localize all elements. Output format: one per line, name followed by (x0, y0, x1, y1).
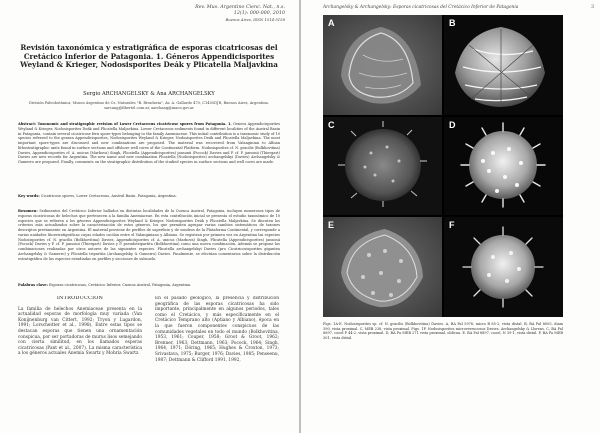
abstract-heading: Taxonomic and stratigraphic revision of Lower Cretaceous cicatricose spores from Patagonia. 1. (37, 122, 232, 126)
abstract-label: Abstract: (18, 122, 37, 126)
abstract-text: Genera Appendicisporites Weyland & Krieger, Nodosisporites Deák and Plicatella Maljavkina. Lower Cretaceous sediments found in different localities of the Austral Basin in Patagonia, contain several cicatricose fern spore-types belonging to the family Anemiaceae. This initial contribution is a taxonomic study of 10 species referred to the genera Appendicisporites, Nodosisporites Weyland & Krieger, Nodosisporites Deák and Plicatella Maljavkina. The most important spore-types are discussed and new combinations are proposed. The material was recovered from Valanginian to Albian lithostratigraphic units found in surface sections and offshore well cores of the Continental Platform. Nodosisporites cf. N. gracilis (Bolkhovitina) Davies, Appendicisporites cf. A. unicus (Markova) Singh, Plicatella (Appendicisporites) jansonii (Pocock) Davies and P. cf. P. jansonii (Thiergart) Davies are new records for Argentina. The new name and new combination Plicatella (Nodosisporites) archangelskyi (Davies) Archangelsky & Gamerro are proposed. Finally, comments on the stratigraphic distribution of the studied species in surface sections and well cores are made. (18, 122, 280, 164)
journal-volume: 12(1): 000-000, 2010 (233, 11, 285, 17)
keywords-block (18, 194, 280, 199)
plate-letter-f: F (449, 220, 455, 230)
palabras-clave-block (18, 283, 280, 288)
left-page (0, 0, 299, 433)
resumen-text: Sedimentos del Cretácico Inferior hallados en distintas localidades de la Cuenca Austral, Patagonia, incluyen numerosos tipos de esporas cicatricosas de helechos que pertenecen a la familia Anemiaceae. En esta contribución inicial se presenta el estudio taxonómico de 10 especies que se refieren a los géneros Appendicisporites Weyland & Krieger, Nodosisporites Deák y Plicatella Maljavkina. Se discuten los criterios más actualizados sobre la caracterización de estos géneros, los que permiten agrupar varias cambios sistemáticos de taxones descriptos previamente en Argentina. El material proviene de perfiles de superficie y de sondeos de la Plataforma Continental, y corresponde a varias unidades litoestratigráficas cuyas edades oscilan entre el Valanginiano y Albiano. Se registran por primera vez en Argentina las especies Nodosisporites cf. N. gracilis (Bolkhovitina) Davies, Appendicisporites cf. A. unicus (Markova) Singh, Plicatella (Appendicisporites) jansonii (Pocock) Davies y P. cf. P. jansonii (Thiergart) Davies y P. pseudotripartita (Bolkhovitina) como una nueva combinación. Además se propone las combinaciones realizadas por otros autores de las siguientes especies. Plicatella archangelskyi Davies (pro Cicatricosisporites gigantea Archangelsky & Gamerro) y Plicatella tripartita (Archangelsky & Gamerro) Davies. Finalmente, se efectúan comentarios sobre la distribución estratigráfica de las especies estudiadas en perfiles y secciones de subsuelo. (18, 209, 280, 261)
article-authors: Sergio ARCHANGELSKY & Ana ARCHANGELSKY (83, 91, 215, 97)
body-column-right (155, 296, 279, 430)
introduction-heading: INTRODUCCIÓN (56, 296, 104, 301)
journal-issn: Buenos Aires, ISSN 1514-5158 (225, 17, 285, 23)
plate-letter-a: A (328, 18, 335, 28)
sem-micrograph-plate (323, 15, 563, 317)
journal-name: Rev. Mus. Argentino Cienc. Nat., n.s. (195, 5, 285, 10)
journal-header (165, 5, 285, 23)
running-head: Archangelsky & Archangelsky: Esporas cicatricosas del Cretácico Inferior de Patagonia (323, 5, 519, 10)
body-continued-text: En el pasado geológico, la presencia y distribución geográfica de las esporas cicatricosas ha sido importante, principalmente en algunos periodos, tales como el Cretácico, y más específicamente en el Cretácico Temprano alto (Aptiano y Albiano), época en la que fueron componentes conspicuos de las comunidades vegetales en todo el mundo (Bolkhovitina, 1953, 1961; Couper, 1958; Groot & Groot, 1962; Brenner, 1963; Dettmann, 1963; Pocock, 1964; Singh, 1964, 1971; Döring, 1965; Hughes & Croxton, 1973; Srivastava, 1975; Burger, 1976; Davies, 1985; Penseenu, 1987; Dettmann & Clifford 1991, 1992, (155, 296, 279, 363)
plate-letter-d: D (449, 120, 456, 130)
author-affiliation: División Paleobotánica, Museo Argentino de Cs. Naturales "B. Rivadavia", Av. A. Gallardo 470, C1405DJR, Buenos Aires, Argentina. sarcang@fibertel.com.ar, aarchang@macn.gov.ar (29, 101, 269, 110)
keywords-text: Cicatricose spores, Lower Cretaceous, Austral Basin, Patagonia, Argentina. (40, 194, 177, 198)
body-column-left (18, 296, 142, 430)
resumen-label: Resumen: (18, 209, 38, 213)
keywords-label: Key words: (18, 194, 40, 198)
abstract-block (18, 122, 280, 190)
resumen-block (18, 209, 280, 280)
page-number: 3 (591, 5, 594, 10)
plate-letter-c: C (328, 120, 335, 130)
palabras-label: Palabras clave: (18, 283, 48, 287)
figure-plate (323, 15, 563, 317)
introduction-text: La familia de helechos Anemiaceae presenta en la actualidad esporas de morfología muy variada (Van Konijnenburg van Cittert, 1992; Tryon y Lugardon, 1991; Lorscheitter et al., 1998). Entre estas tipos se destacan esporas que tienen una ornamentación conspicua, por ser portadoras de murus lisos semejando con cierta similitud, en los llamados esporas cicatricosas (Pant et al., 2007). La misma característica a los géneros actuales Anemia Swartz y Mohria Swartz. (18, 306, 142, 357)
plate-letter-b: B (449, 18, 456, 28)
right-page (301, 0, 600, 433)
article-title: Revisión taxonómica y estratigráfica de esporas cicatricosas del Cretácico Inferior de Patagonia. 1. Géneros Appendicisporites Weyland & Krieger, Nodosisporites Deák y Plicatella Maljavkina (20, 43, 278, 70)
figure-caption: Figs. 1A-E. Nodosisporites sp. cf. N. gracilis (Bolkhovitina) Davies. A, BA Pal 5976, micro B 85-2, vista distal. B, BA Pal 8005, diam 390, vista proximal. C, MEB 238, vista proximal. Figs. 1F. Nodosisporites microverrucosus Davies. Archangelsky & Llorens. C, BA Pal 8897, cooel P 44-2, vista proximal. D, BA Pa MEB 271 vista proximal, oblicua. E, BA Pal 8897, cooel, N 39-1, vista distal. F, BA Pa MEB 301, vista distal. (323, 322, 563, 340)
palabras-text: Esporas cicatricosas, Cretácico Inferior, Cuenca Austral, Patagonia, Argentina. (48, 283, 192, 287)
plate-letter-e: E (328, 220, 335, 230)
